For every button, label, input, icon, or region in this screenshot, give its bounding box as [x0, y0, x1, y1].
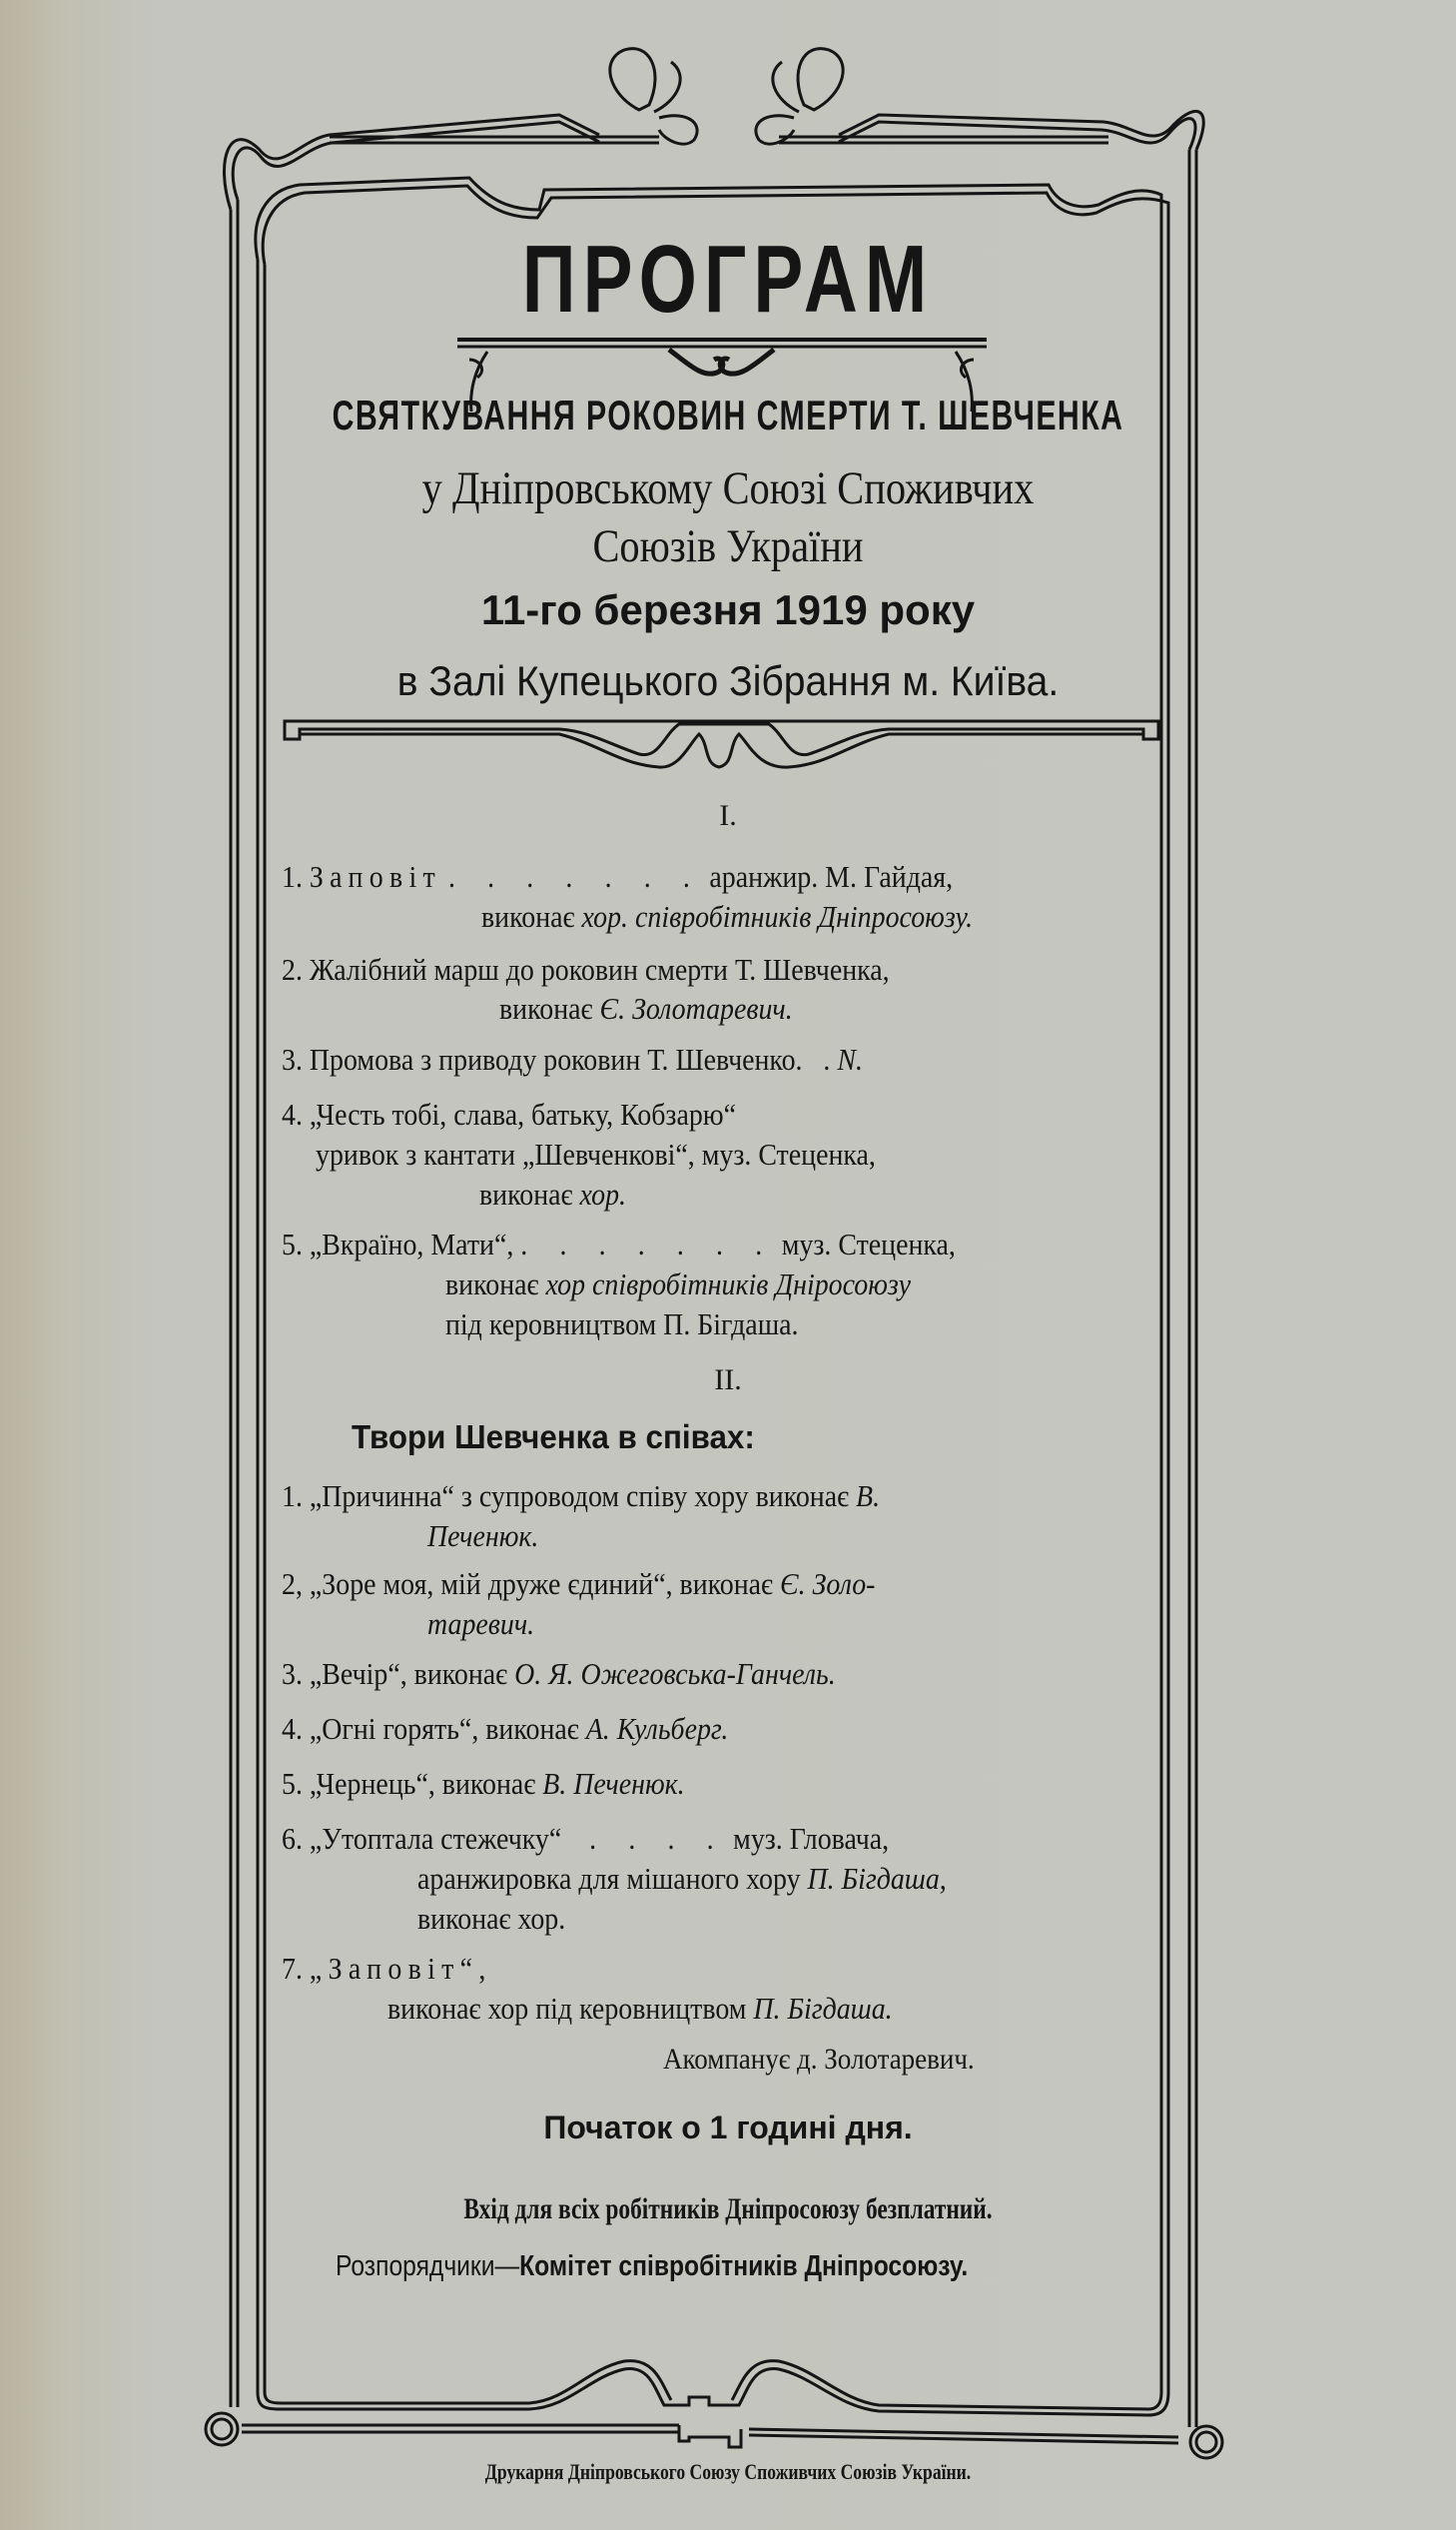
item-composer: муз. Стеценка, — [781, 1227, 956, 1262]
item-number: 1. — [282, 1478, 303, 1513]
performer-line: виконає хор. — [417, 1901, 566, 1936]
part-2-heading: Твори Шевченка в співах: — [352, 1418, 755, 1455]
accompaniment-note: Акомпанує д. Золотаревич. — [663, 2043, 975, 2076]
item-title: „Честь тобі, слава, батьку, Кобзарю“ — [309, 1097, 737, 1132]
arranger-name: П. Бігдаша, — [807, 1861, 947, 1896]
performer-name: В. — [856, 1478, 881, 1513]
item-title: „Утоптала стежечку“ — [309, 1821, 562, 1856]
item-number: 5. — [282, 1227, 303, 1262]
arrangement-text: аранжировка для мішаного хору — [417, 1861, 801, 1896]
item-title: „Причинна“ з супроводом співу хору виконає — [309, 1478, 850, 1513]
item-title: Жалібний марш до роковин смерти Т. Шевченка, — [309, 952, 890, 987]
event-subtitle: СВЯТКУВАННЯ РОКОВИН СМЕРТИ Т. ШЕВЧЕНКА — [332, 392, 1124, 438]
performer-name: О. Я. Ожеговська-Ганчель. — [514, 1656, 836, 1691]
item-number: 2. — [282, 952, 303, 987]
managers-value: Комітет співробітників Дніпросоюзу. — [519, 2250, 969, 2282]
part-2-numeral: II. — [714, 1363, 742, 1396]
item-number: 6. — [282, 1821, 303, 1856]
item-title: „Вечір“, виконає — [309, 1656, 508, 1691]
item-number: 4. — [282, 1097, 303, 1132]
performer-name: хор. співробітників Дніпросоюзу. — [581, 899, 974, 934]
event-venue: в Залі Купецького Зібрання м. Київа. — [396, 657, 1060, 704]
leader-dots: . — [823, 1042, 831, 1077]
item-number: 4. — [282, 1711, 303, 1746]
entry-note: Вхід для всіх робітників Дніпросоюзу безплатний. — [463, 2192, 993, 2225]
part-1-numeral: I. — [719, 799, 737, 832]
managers-line — [336, 2250, 968, 2283]
item-title: „Заповіт“, — [309, 1951, 492, 1986]
performer-name: Є. Золотаревич. — [599, 991, 793, 1026]
item-title: Заповіт — [309, 859, 442, 894]
leader-dots: . . . . . . . — [520, 1227, 775, 1262]
start-time: Початок о 1 годині дня. — [543, 2109, 913, 2145]
performer-prefix: виконає — [445, 1266, 539, 1301]
speaker-name: N. — [837, 1042, 863, 1077]
item-title: „Зоре моя, мій друже єдиний“, виконає — [309, 1566, 774, 1601]
managers-label: Розпорядчики— — [336, 2250, 520, 2282]
performer-name: хор. — [579, 1177, 627, 1212]
item-arranger: аранжир. М. Гайдая, — [709, 859, 954, 894]
item-number: 5. — [282, 1766, 303, 1801]
item-detail: уривок з кантати „Шевченкові“, муз. Стеценка, — [316, 1137, 876, 1172]
item-title: „Огні горять“, виконає — [309, 1711, 579, 1746]
leader-dots: . . . . — [589, 1821, 727, 1856]
item-number: 1. — [282, 859, 303, 894]
performer-name: Є. Золо- — [780, 1566, 876, 1601]
item-composer: муз. Гловача, — [733, 1821, 890, 1856]
item-number: 3. — [282, 1656, 303, 1691]
item-title: „Вкраїно, Мати“, — [309, 1227, 514, 1262]
item-title: „Чернець“, виконає — [309, 1766, 536, 1801]
item-title: Промова з приводу роковин Т. Шевченко. — [309, 1042, 803, 1077]
organization-line-1: у Дніпровському Союзі Споживчих — [421, 462, 1035, 514]
performer-prefix: виконає — [479, 1177, 573, 1212]
event-date: 11-го березня 1919 року — [480, 586, 976, 633]
conductor-name: П. Бігдаша. — [753, 1991, 893, 2026]
performer-name: хор співробітників Дніросоюзу — [545, 1266, 912, 1301]
performer-prefix: виконає — [481, 899, 575, 934]
item-number: 2, — [282, 1566, 303, 1601]
organization-line-2: Союзів України — [592, 520, 864, 572]
leader-dots: . . . . . . . — [447, 859, 703, 894]
performer-text: виконає хор під керовництвом — [387, 1991, 747, 2026]
item-number: 7. — [282, 1951, 303, 1986]
performer-name-cont: Печенюк. — [427, 1518, 539, 1553]
page-title: ПРОГРАМ — [521, 226, 935, 333]
printer-imprint: Друкарня Дніпровського Союзу Споживчих Союзів України. — [484, 2459, 972, 2484]
conductor-line: під керовництвом П. Бігдаша. — [445, 1306, 799, 1341]
performer-name-cont: таревич. — [427, 1606, 535, 1641]
performer-name: А. Кульберг. — [585, 1711, 729, 1746]
performer-name: В. Печенюк. — [542, 1766, 685, 1801]
item-number: 3. — [282, 1042, 303, 1077]
performer-prefix: виконає — [499, 991, 593, 1026]
